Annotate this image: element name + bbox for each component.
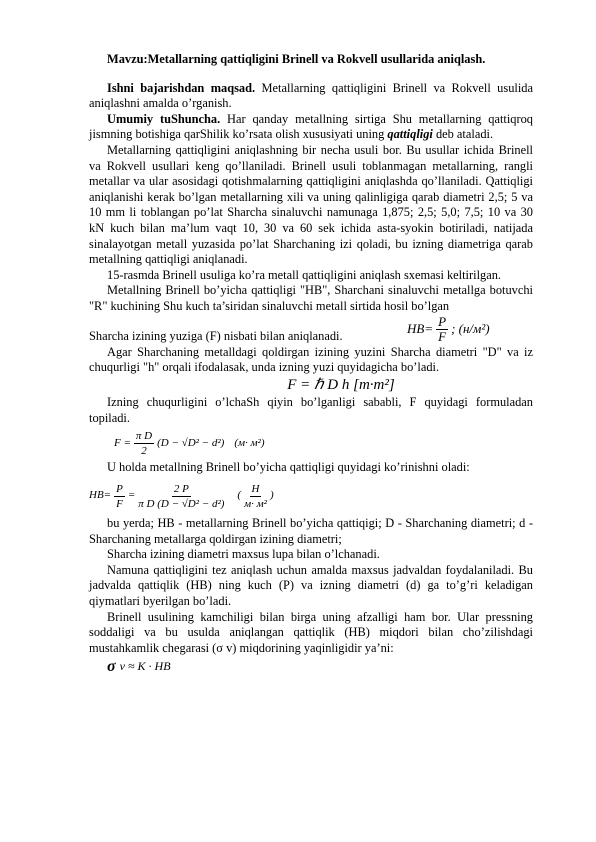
paragraph-methods: Metallarning qattiqligini aniqlashning bir necha usuli bor. Bu usullar ichida Brinell va Rokvell usullari keng qo’llaniladi. Brinell usuli toblanmagan metallarning, rangli metallar va ular asosidagi qotishmalarning qattiqligini aniqlashda qo’llaniladi. Qattiqligi aniqlanishi kerak bo’lgan metallarning xili va uning qalinligiga qarab diametri 2,5; 5 va 10 mm li toblangan po’lat Sharcha sinaluvchi namunaga 1,875; 2,5; 5,0; 7,5; 10 va 30 kN kuch bilan ma’lum vaqt 10, 30 va 60 sek ichida asta-syokin botiriladi, natijada sinalayotgan metall yuzasida po’lat Sharchaning izi qoladi, bu izning diametriga qarab metallning qattiqligi aniqlanadi. bbox=[89, 142, 533, 267]
document-page bbox=[89, 52, 533, 676]
paragraph-depth-note: Izning chuqurligini o’lchaSh qiyin bo’lganligi sababli, F quyidagi formuladan topiladi. bbox=[89, 395, 533, 425]
purpose-label: Ishni bajarishdan maqsad. bbox=[107, 80, 256, 95]
area-formula: F = ℏ D h [m·m²] bbox=[287, 376, 395, 393]
f-formula bbox=[89, 426, 533, 460]
paragraph-lupa: Sharcha izining diametri maxsus lupa bilan o’lchanadi. bbox=[107, 547, 380, 562]
concept-paragraph bbox=[89, 112, 533, 143]
hb-formula bbox=[407, 315, 490, 344]
hb2-unit-denominator: м· м² bbox=[244, 497, 267, 510]
hb-full-formula: HB= $\frac{P}{F}$ = $\frac{2 P}{\text{π D (D − √D² − d²)}}$ ( $\frac{H}{\text{м· м²}}$ ) bbox=[89, 482, 274, 510]
concept-text: Har qanday metallning sirtiga Shu metallarning qattiqroq jismning botishiga qarShilik ko’rsata olish xususiyati uning bbox=[89, 111, 533, 142]
hb2-lhs: HB= bbox=[89, 489, 112, 502]
paragraph-advantages: Brinell usulining kamchiligi bilan birga uning afzalligi ham bor. Ular pressning soddaligi va bu usulda aniqlangan qattiqlik (HB) miqdori bilan cho’zilishdagi mustahkamlik chegarasi (σ v) miqdorining yaqinligidir ya’ni: bbox=[89, 609, 533, 655]
hb2-denominator-1: F bbox=[116, 497, 123, 510]
hb2-equals: = bbox=[127, 489, 136, 502]
f-formula-unit: (м· м²) bbox=[234, 436, 265, 449]
concept-label: Umumiy tuShuncha. bbox=[107, 111, 221, 126]
hb-formula-line bbox=[89, 315, 533, 345]
f-formula-lhs: F = bbox=[114, 436, 131, 449]
f-formula-numerator: π D bbox=[135, 429, 153, 442]
paragraph-hb-result: U holda metallning Brinell bo’yicha qattiqligi quyidagi ko’rinishni oladi: bbox=[107, 460, 470, 475]
concept-emphasis: qattiqligi bbox=[387, 127, 433, 142]
paragraph-legend: bu yerda; HB - metallarning Brinell bo’yicha qattiqigi; D - Sharchaning diametri; d - Sharchaning metallarga qoldirgan izining diametri; bbox=[89, 516, 533, 546]
f-formula-denominator: 2 bbox=[141, 444, 147, 457]
f-formula-body: (D − √D² − d²) bbox=[157, 436, 225, 449]
hb-formula-denominator: F bbox=[438, 328, 447, 344]
hb-formula-unit: ; (н/м²) bbox=[451, 321, 490, 337]
paragraph-table: Namuna qattiqligini tez aniqlash uchun amalda maxsus jadvaldan foydalaniladi. Bu jadvalda qattiqlik (HB) ning kuch (P) va izning diametri (d) ga to’g’ri keladigan qiymatlari byerilgan bo’ladi. bbox=[89, 562, 533, 609]
hb2-unit-numerator: H bbox=[251, 482, 260, 495]
sigma-formula bbox=[89, 656, 533, 676]
concept-tail: deb ataladi. bbox=[432, 127, 494, 142]
paragraph-area-intro: Agar Sharchaning metalldagi qoldirgan izining yuzini Sharcha diametri "D" va iz chuqurligi "h" orqali ifodalasak, unda izning yuzi quyidagicha bo’ladi. bbox=[89, 344, 533, 375]
hb-definition-end: Sharcha izining yuziga (F) nisbati bilan aniqlanadi. bbox=[89, 328, 343, 343]
hb2-numerator-2: 2 P bbox=[173, 482, 189, 495]
hb-formula-lhs: HB= bbox=[407, 321, 434, 337]
sigma-formula-rest: v ≈ K · HB bbox=[119, 658, 171, 673]
purpose-text: Metallarning qattiqligini Brinell va Rokvell usulida aniqlashni amalda o’rganish. bbox=[89, 80, 533, 111]
paragraph-figure-ref: 15-rasmda Brinell usuliga ko’ra metall qattiqligini aniqlash sxemasi keltirilgan. bbox=[107, 267, 502, 282]
page-title: Mavzu:Metallarning qattiqligini Brinell va Rokvell usullarida aniqlash. bbox=[107, 52, 486, 66]
paragraph-hb-definition: Metallning Brinell bo’yicha qattiqligi "HB", Sharchani sinaluvchi metallga botuvchi "R" kuchining Shu kuch ta’siridan sinaluvchi metall sirtida hosil bo’lgan bbox=[89, 283, 533, 313]
hb2-denominator-2: π D (D − √D² − d²) bbox=[138, 497, 225, 510]
sigma-symbol: σ bbox=[107, 657, 116, 675]
hb-formula-numerator: P bbox=[438, 313, 447, 329]
hb2-numerator-1: P bbox=[116, 482, 123, 495]
purpose-paragraph bbox=[89, 81, 533, 112]
